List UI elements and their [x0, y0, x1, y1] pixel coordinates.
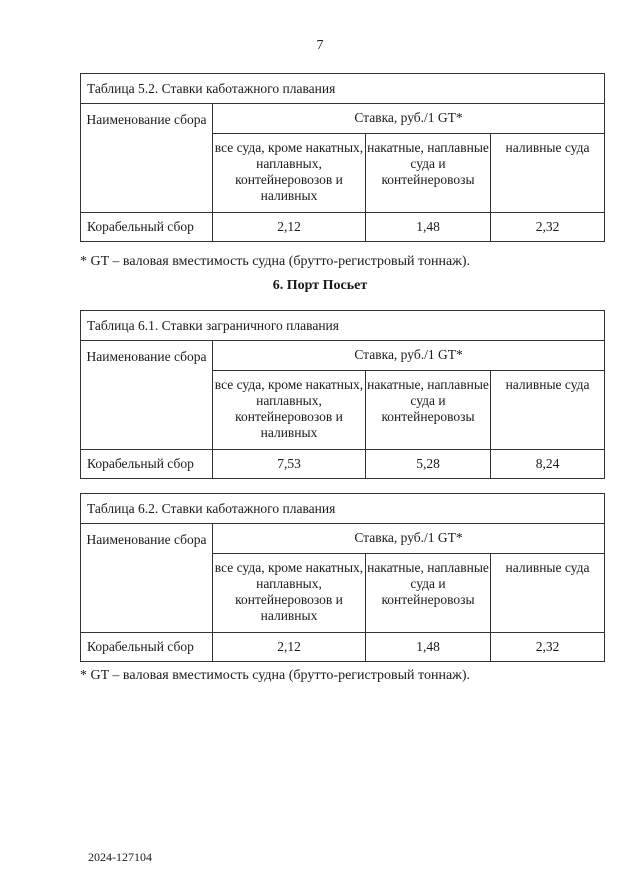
rate-header: Ставка, руб./1 GT*	[213, 524, 605, 554]
footnote: * GT – валовая вместимость судна (брутто-регистровый тоннаж).	[80, 668, 470, 683]
table-caption: Таблица 6.2. Ставки каботажного плавания	[81, 494, 605, 524]
row-label: Корабельный сбор	[81, 450, 213, 479]
name-column-header: Наименование сбора	[81, 104, 213, 213]
rate-value: 2,12	[213, 633, 366, 662]
column-header-general: все суда, кроме накатных, наплавных, контейнеровозов и наливных	[213, 371, 366, 450]
column-header-tankers: наливные суда	[491, 371, 605, 450]
column-header-general: все суда, кроме накатных, наплавных, контейнеровозов и наливных	[213, 134, 366, 213]
rate-value: 1,48	[366, 213, 491, 242]
footnote: * GT – валовая вместимость судна (брутто-регистровый тоннаж).	[80, 254, 470, 269]
rates-table-5-2	[80, 73, 604, 242]
rate-header: Ставка, руб./1 GT*	[213, 341, 605, 371]
column-header-roro: накатные, наплавные суда и контейнеровозы	[366, 134, 491, 213]
name-column-header: Наименование сбора	[81, 524, 213, 633]
row-label: Корабельный сбор	[81, 213, 213, 242]
row-label: Корабельный сбор	[81, 633, 213, 662]
rate-value: 2,32	[491, 213, 605, 242]
rate-value: 2,12	[213, 213, 366, 242]
rates-table-6-1	[80, 310, 604, 479]
column-header-roro: накатные, наплавные суда и контейнеровозы	[366, 371, 491, 450]
column-header-tankers: наливные суда	[491, 554, 605, 633]
rate-value: 2,32	[491, 633, 605, 662]
column-header-tankers: наливные суда	[491, 134, 605, 213]
table-caption: Таблица 5.2. Ставки каботажного плавания	[81, 74, 605, 104]
rate-value: 1,48	[366, 633, 491, 662]
column-header-general: все суда, кроме накатных, наплавных, контейнеровозов и наливных	[213, 554, 366, 633]
section-title: 6. Порт Посьет	[272, 278, 368, 293]
table-caption: Таблица 6.1. Ставки заграничного плавания	[81, 311, 605, 341]
rate-value: 8,24	[491, 450, 605, 479]
name-column-header: Наименование сбора	[81, 341, 213, 450]
rate-value: 7,53	[213, 450, 366, 479]
document-code: 2024-127104	[88, 850, 152, 864]
rate-header: Ставка, руб./1 GT*	[213, 104, 605, 134]
rates-table	[80, 493, 605, 662]
page-number: 7	[316, 38, 324, 53]
rate-value: 5,28	[366, 450, 491, 479]
rates-table	[80, 310, 605, 479]
rates-table	[80, 73, 605, 242]
column-header-roro: накатные, наплавные суда и контейнеровозы	[366, 554, 491, 633]
rates-table-6-2	[80, 493, 604, 662]
